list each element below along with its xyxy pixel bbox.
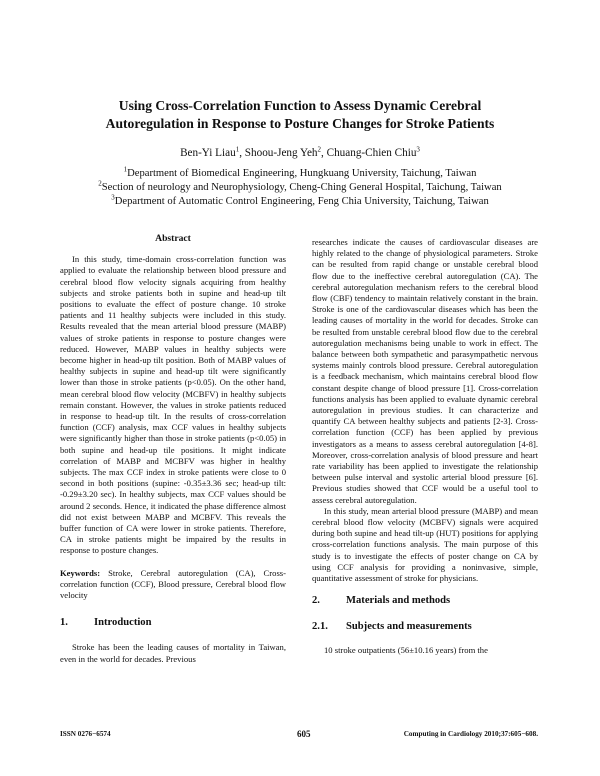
introduction-text-continued: researches indicate the causes of cardiovascular diseases are highly related to the change of physiological parameters. Stroke can be resulted from rapid change or unstable cerebral blood flow due to the ineffective cerebral autoregulation (CA). The cerebral autoregulation mechanism refers to the cerebral blood flow (CBF) tendency to maintain relatively constant in the brain. Stroke is one of the cardiovascular diseases which has been the leading causes of mortality in the world for decades. Stroke can be resulted from unstable cerebral blood flow due to the cerebral autoregulation mechanisms being unable to work in effect. The balance between both sympathetic and parasympathetic nervous systems mainly controls blood pressure. Cerebral autoregulation is a feedback mechanism, which maintains cerebral blood flow constant despite change of blood pressure [1]. Cross-correlation functions analysis has been applied to evaluate dynamic cerebral autoregulation in previous studies. It can characterize and quantify CA between healthy subjects and patients [2-3]. Cross-correlation function (CCF) has been applied by previous investigators as a means to assess cerebral autoregulation [4-8]. Moreover, cross-correlation analysis of blood pressure and heart rate variability has been applied to investigate the relationship between pulse interval and systolic arterial blood pressure [6]. Previous studies showed that CCF would be a useful tool to assess cerebral autoregulation. [312, 237, 538, 505]
affiliation-sup: 2 [98, 179, 102, 188]
author-name: Shoou-Jeng Yeh [244, 147, 318, 159]
author-name: Ben-Yi Liau [180, 147, 236, 159]
affiliation [40, 167, 560, 181]
abstract-body: In this study, time-domain cross-correlation function was applied to evaluate the relationship between blood pressure and cerebral blood flow velocity signals acquiring from healthy subjects and stroke patients both in supine and head-up tilt positions to evaluate the effect of posture change. 10 stroke patients and 11 healthy subjects were included in this study. Results revealed that the mean arterial blood pressure (MABP) values of stroke patients in response to posture changes were reduced. However, MABP values in healthy subjects were become higher in head-up tilt position. Both of MABP values of healthy subjects in supine and head-up tilt were significantly lower than those in stroke patients (p<0.05). On the other hand, mean cerebral blood flow velocity (MCBFV) in healthy subjects remain constant. However, the values in stroke patients reduced in response to head-up tilt. In the results of cross-correlation function (CCF) analysis, max CCF values in healthy subjects were significantly higher than those in stroke patients (p<0.05) in both supine and head-up tile positions. It might indicate correlation of MABP and MCBFV was higher in healthy subjects. The max CCF index in stroke patients were close to 0 second in both positions (supine: -0.35±3.36 sec; head-up tilt: -0.29±3.20 sec). In healthy subjects, max CCF values should be around 2 seconds. Hence, it indicated the phase difference almost did not exist between MABP and MCBFV. This reveals the buffer function of CA were lower in stroke patients. Therefore, CA in stroke patients might be impaired by the results in response to posture changes. [60, 254, 286, 556]
abstract-heading: Abstract [155, 233, 191, 244]
title-line-1: Using Cross-Correlation Function to Assess Dynamic Cerebral [118, 98, 482, 113]
affiliation [40, 181, 560, 195]
keywords-text: Stroke, Cerebral autoregulation (CA), Cross-correlation function (CCF), Blood pressure, Cerebral blood flow velocity [60, 567, 286, 601]
section-number: 2. [312, 595, 320, 607]
footer-issn: ISSN 0276−6574 [60, 730, 111, 738]
section-number: 1. [60, 617, 68, 629]
subsection-title: Subjects and measurements [346, 621, 472, 633]
paper-title [40, 97, 560, 133]
affiliation [40, 195, 560, 209]
affiliation-text: Department of Automatic Control Engineering, Feng Chia University, Taichung, Taiwan [114, 196, 489, 207]
author-sup: 1 [235, 145, 240, 154]
section-heading-methods [312, 594, 538, 607]
page-number: 605 [297, 729, 311, 739]
subsection-number: 2.1. [312, 621, 328, 633]
title-line-2: Autoregulation in Response to Posture Changes for Stroke Patients [105, 116, 495, 131]
author-sup: 2 [317, 145, 322, 154]
introduction-paragraph-2: In this study, mean arterial blood pressure (MABP) and mean cerebral blood flow velocity (MCBFV) signals were acquired during both supine and head tilt-up (HUT) positions for applying cross-correlation functions analysis. The main purpose of this study is to investigate the effects of poster change on CA by using CCF analysis for providing a noninvasive, simple, quantitative assessment of stroke for physicians. [312, 505, 538, 584]
affiliation-text: Department of Biomedical Engineering, Hungkuang University, Taichung, Taiwan [127, 168, 477, 179]
affiliation-sup: 1 [123, 165, 128, 174]
introduction-text-start: Stroke has been the leading causes of mortality in Taiwan, even in the world for decades. Previous [60, 642, 286, 664]
section-title: Materials and methods [346, 595, 451, 607]
author-list: Ben-Yi Liau$^1$, Shoou-Jeng Yeh$^2$, Chuang-Chien Chiu$^3$ [180, 145, 420, 159]
affiliation-list [40, 167, 560, 209]
keywords [60, 568, 286, 602]
author-name: Chuang-Chien Chiu [326, 147, 417, 159]
section-heading-introduction [60, 616, 286, 629]
affiliation-sup: 3 [111, 193, 115, 202]
page-footer [60, 728, 538, 740]
subsection-heading-subjects [312, 620, 538, 633]
affiliation-text: Section of neurology and Neurophysiology, Cheng-Ching General Hospital, Taichung, Taiwan [101, 182, 502, 193]
right-column [312, 237, 538, 657]
section-title: Introduction [94, 617, 152, 629]
keywords-label: Keywords: [60, 567, 101, 578]
author-sup: 3 [416, 145, 420, 154]
left-column [60, 233, 286, 665]
methods-text: 10 stroke outpatients (56±10.16 years) from the [324, 645, 488, 656]
footer-citation: Computing in Cardiology 2010;37:605−608. [403, 730, 538, 738]
